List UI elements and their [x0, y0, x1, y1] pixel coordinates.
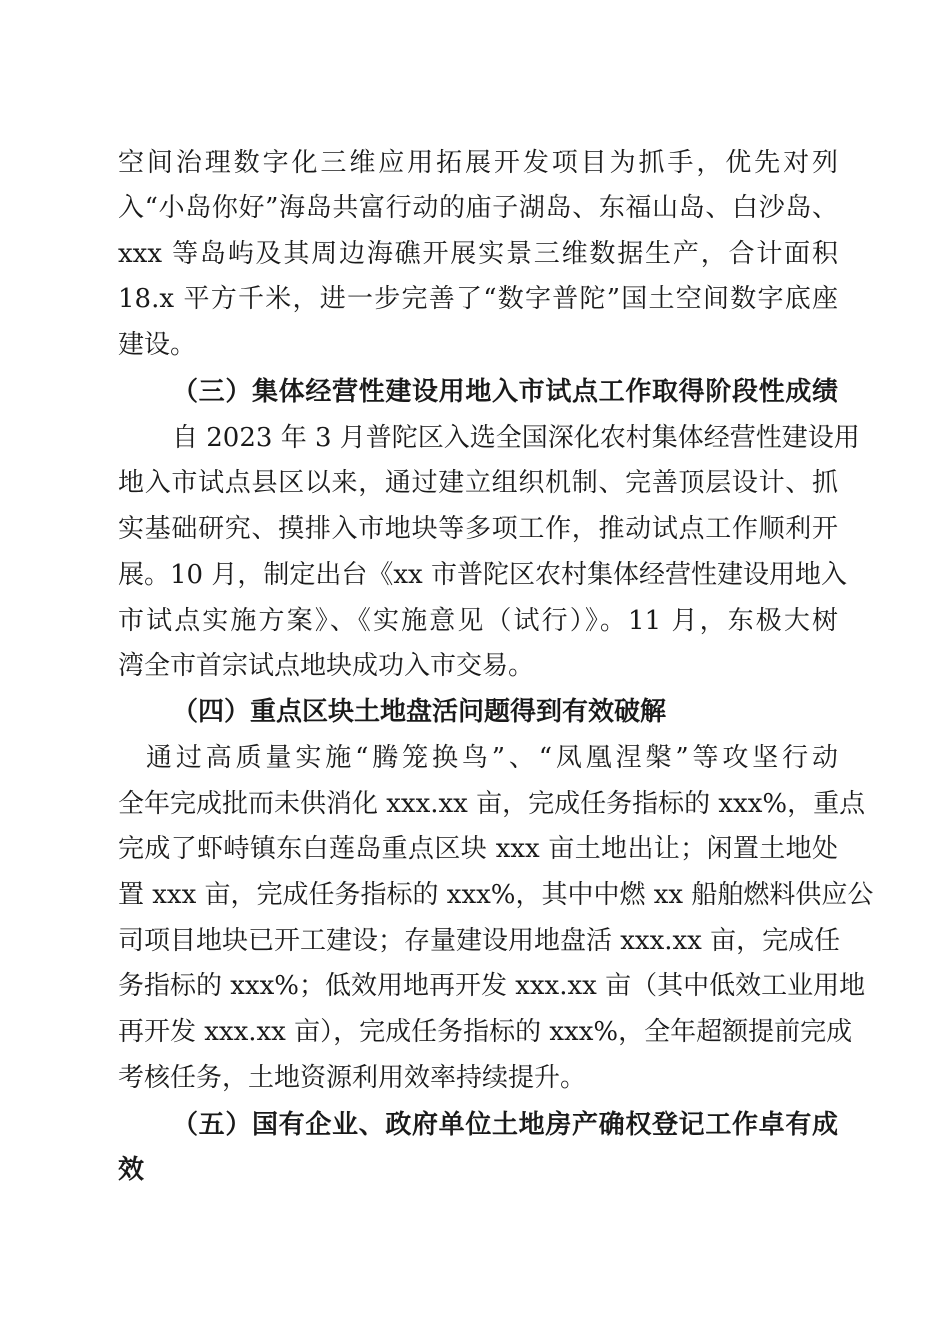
- paragraph-line: 再开发 xxx.xx 亩），完成任务指标的 xxx%，全年超额提前完成: [118, 1017, 853, 1047]
- paragraph-line: 市试点实施方案》、《实施意见（试行）》。11 月，东极大树: [118, 606, 838, 636]
- paragraph-line: 实基础研究、摸排入市地块等多项工作，推动试点工作顺利开: [118, 514, 838, 544]
- paragraph-line: 入“小岛你好”海岛共富行动的庙子湖岛、东福山岛、白沙岛、: [118, 193, 838, 223]
- paragraph-line: xxx 等岛屿及其周边海礁开展实景三维数据生产，合计面积: [118, 239, 838, 269]
- paragraph-line: 自 2023 年 3 月普陀区入选全国深化农村集体经营性建设用: [172, 423, 860, 453]
- paragraph-line: 通过高质量实施“腾笼换鸟”、“凤凰涅槃”等攻坚行动: [146, 743, 838, 773]
- section-heading-3: （三）集体经营性建设用地入市试点工作取得阶段性成绩: [172, 377, 838, 407]
- paragraph-line: 务指标的 xxx%；低效用地再开发 xxx.xx 亩（其中低效工业用地: [118, 971, 866, 1001]
- paragraph-line: 司项目地块已开工建设；存量建设用地盘活 xxx.xx 亩，完成任: [118, 926, 841, 956]
- paragraph-line: 建设。: [118, 330, 197, 360]
- section-heading-4: （四）重点区块土地盘活问题得到有效破解: [172, 697, 667, 727]
- paragraph-line: 地入市试点县区以来，通过建立组织机制、完善顶层设计、抓: [118, 468, 838, 498]
- section-heading-5-continued: 效: [118, 1155, 145, 1185]
- paragraph-line: 展。10 月，制定出台《xx 市普陀区农村集体经营性建设用地入: [118, 560, 847, 590]
- paragraph-line: 全年完成批而未供消化 xxx.xx 亩，完成任务指标的 xxx%，重点: [118, 789, 866, 819]
- paragraph-line: 考核任务，土地资源利用效率持续提升。: [118, 1063, 587, 1093]
- paragraph-line: 18.x 平方千米，进一步完善了“数字普陀”国土空间数字底座: [118, 284, 838, 314]
- paragraph-line: 空间治理数字化三维应用拓展开发项目为抓手，优先对列: [118, 148, 838, 178]
- paragraph-line: 置 xxx 亩，完成任务指标的 xxx%，其中中燃 xx 船舶燃料供应公: [118, 880, 874, 910]
- paragraph-line: 完成了虾峙镇东白莲岛重点区块 xxx 亩土地出让；闲置土地处: [118, 834, 838, 864]
- paragraph-line: 湾全市首宗试点地块成功入市交易。: [118, 651, 535, 681]
- section-heading-5: （五）国有企业、政府单位土地房产确权登记工作卓有成: [172, 1110, 838, 1140]
